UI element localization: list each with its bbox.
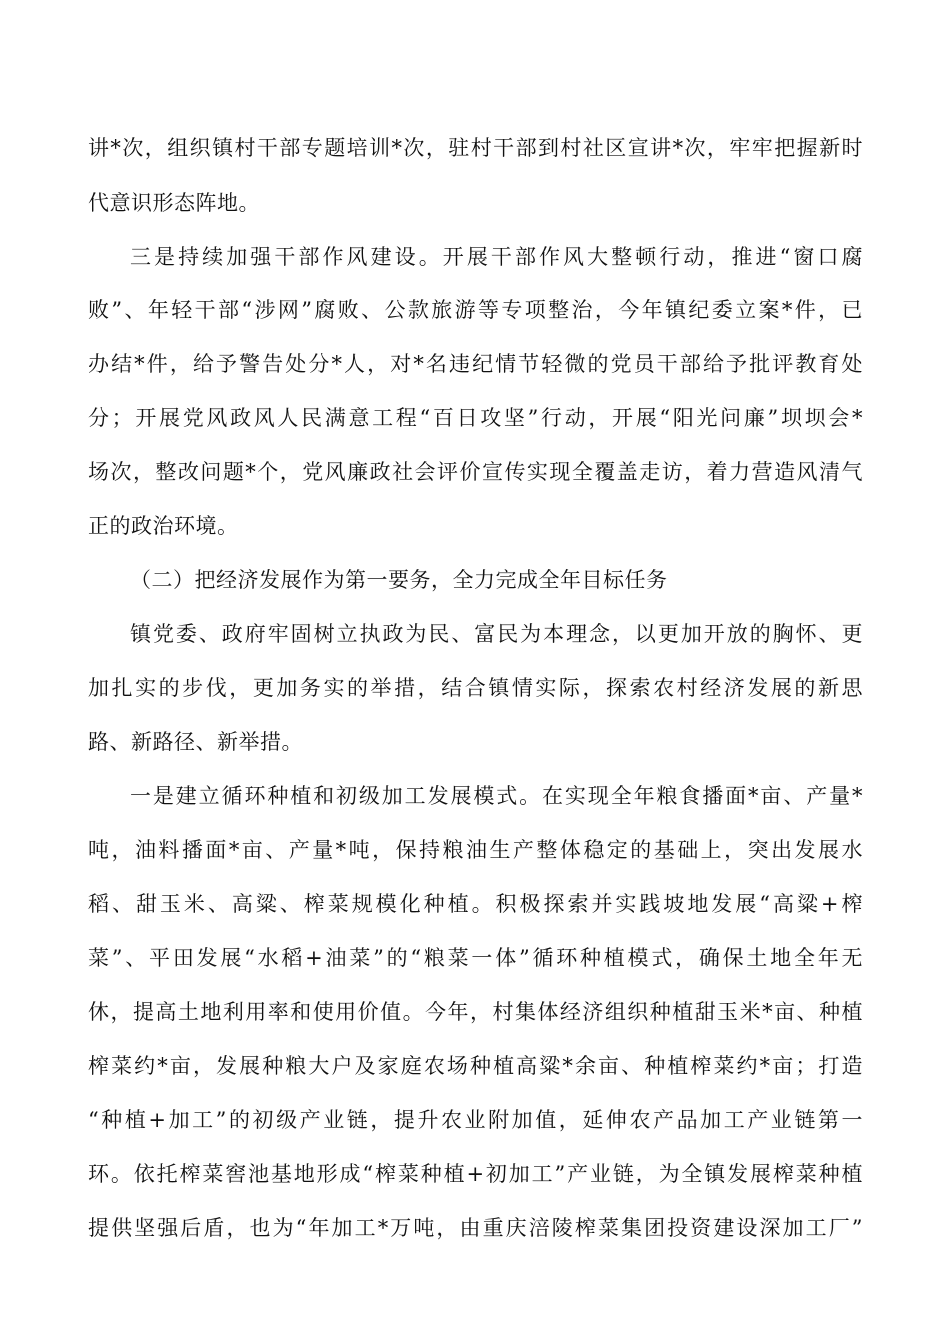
text-line: 代意识形态阵地。 — [88, 191, 260, 215]
text-line: 加扎实的步伐，更加务实的举措，结合镇情实际，探索农村经济发展的新思 — [88, 676, 863, 700]
text-line: 休，提高土地利用率和使用价值。今年，村集体经济组织种植甜玉米*亩、种植 — [88, 1000, 863, 1024]
text-line: 办结*件，给予警告处分*人，对*名违纪情节轻微的党员干部给予批评教育处 — [88, 352, 863, 376]
text-line: 讲*次，组织镇村干部专题培训*次，驻村干部到村社区宣讲*次，牢牢把握新时 — [88, 136, 863, 160]
section-heading: （二）把经济发展作为第一要务，全力完成全年目标任务 — [130, 568, 668, 592]
paragraph-start-line: 一是建立循环种植和初级加工发展模式。在实现全年粮食播面*亩、产量* — [130, 784, 863, 808]
text-line: 场次，整改问题*个，党风廉政社会评价宣传实现全覆盖走访，着力营造风清气 — [88, 460, 863, 484]
text-line: 分；开展党风政风人民满意工程“百日攻坚”行动，开展“阳光问廉”坝坝会* — [88, 406, 863, 430]
text-line: 正的政治环境。 — [88, 514, 239, 538]
text-line: 吨，油料播面*亩、产量*吨，保持粮油生产整体稳定的基础上，突出发展水 — [88, 838, 863, 862]
paragraph-start-line: 镇党委、政府牢固树立执政为民、富民为本理念，以更加开放的胸怀、更 — [130, 622, 863, 646]
text-line: “种植+加工”的初级产业链，提升农业附加值，延伸农产品加工产业链第一 — [88, 1108, 863, 1132]
paragraph-start-line: 三是持续加强干部作风建设。开展干部作风大整顿行动，推进“窗口腐 — [130, 245, 863, 269]
text-line: 稻、甜玉米、高粱、榨菜规模化种植。积极探索并实践坡地发展“高粱+榨 — [88, 892, 863, 916]
text-line: 提供坚强后盾，也为“年加工*万吨，由重庆涪陵榨菜集团投资建设深加工厂” — [88, 1216, 863, 1240]
text-line: 路、新路径、新举措。 — [88, 730, 303, 754]
text-line: 败”、年轻干部“涉网”腐败、公款旅游等专项整治，今年镇纪委立案*件，已 — [88, 298, 863, 322]
text-line: 菜”、平田发展“水稻+油菜”的“粮菜一体”循环种植模式，确保土地全年无 — [88, 946, 863, 970]
text-line: 环。依托榨菜窖池基地形成“榨菜种植+初加工”产业链，为全镇发展榨菜种植 — [88, 1162, 863, 1186]
text-line: 榨菜约*亩，发展种粮大户及家庭农场种植高粱*余亩、种植榨菜约*亩；打造 — [88, 1054, 863, 1078]
